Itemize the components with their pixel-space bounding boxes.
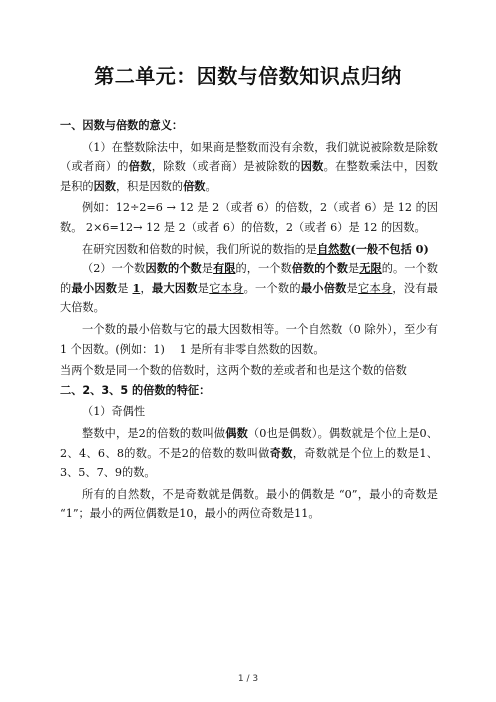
text-run: ，	[140, 281, 152, 295]
text-run: 。在整数乘法中，因数是积的	[60, 160, 438, 193]
bold-term: 因数的个数	[145, 261, 202, 276]
paragraph-parity-heading: （1）奇偶性	[82, 405, 146, 419]
text-run: 是	[117, 281, 133, 295]
bold-term: 因数	[300, 159, 324, 174]
paragraph-even-odd	[60, 424, 438, 483]
underlined-term: 自然数	[316, 241, 351, 256]
section-heading-2: 二、2、3、5 的倍数的特征：	[60, 383, 211, 397]
text-run: 是	[346, 281, 359, 295]
text-run: ，没有最大倍数。	[60, 281, 438, 315]
text-run: ，除数（或者商）是被除数的	[151, 160, 301, 174]
text-run: 的，一个数	[235, 262, 292, 276]
bold-term: 倍数	[183, 178, 206, 193]
bold-term: 奇数	[269, 445, 293, 460]
text-run: ，积是因数的	[115, 179, 184, 193]
text-run: 整数中，是2的倍数的数叫做	[82, 426, 226, 440]
page-number: 1 / 3	[237, 674, 259, 684]
text-run: 是	[197, 281, 210, 295]
text-run: ，奇数就是个位上的数是1、3、5、7、9的数。	[60, 446, 438, 480]
bold-term: 最小因数	[71, 280, 118, 295]
text-run: （1）在整数除法中，如果商是整数而没有余数，我们就说被除数是除数（或者商）的	[60, 140, 438, 174]
paragraph-min-max: 一个数的最小倍数与它的最大因数相等。一个自然数（0 除外），至少有 1 个因数。(例如：1) 1 是所有非零自然数的因数。	[60, 322, 438, 356]
section-heading-1: 一、因数与倍数的意义：	[60, 119, 184, 132]
paragraph-example: 例如：12÷2=6 → 12 是 2（或者 6）的倍数，2（或者 6）是 12 的因数。 2×6=12→ 12 是 2（或者 6）的倍数，2（或者 6）是 12 的因数。	[60, 201, 438, 234]
page-title: 第二单元：因数与倍数知识点归纳	[94, 64, 402, 88]
bold-term: 倍数	[128, 159, 152, 174]
paragraph-smallest-numbers: 所有的自然数，不是奇数就是偶数。最小的偶数是 “0”，最小的奇数是 “1”；最小的两位偶数是10，最小的两位奇数是11。	[60, 487, 438, 521]
text-run: （2）一个数	[82, 262, 146, 276]
text-run: 是	[201, 262, 213, 276]
text-run: 。一个数的	[243, 281, 301, 295]
document-body	[60, 116, 438, 524]
underlined-term: 1	[132, 280, 141, 295]
text-run: （0也是偶数）。偶数就是个位上是0、2、4、6、8的数。不是2的倍数的数叫做	[60, 426, 438, 460]
text-run: 在研究因数和倍数的时候，我们所说的数指的是	[82, 242, 317, 256]
underlined-term: 它本身	[209, 281, 244, 295]
bold-term: (一般不包括 0)	[350, 241, 429, 256]
paragraph-finite-infinite	[60, 259, 438, 318]
text-run: 的。一个数的	[60, 262, 438, 295]
bold-term: 最大因数	[152, 280, 198, 295]
bold-term: 偶数	[225, 425, 248, 440]
paragraph-definition	[60, 138, 438, 197]
bold-term: 因数	[93, 178, 116, 193]
text-run: 是	[348, 262, 360, 276]
underlined-term: 有限	[212, 261, 236, 276]
underlined-term: 无限	[359, 261, 382, 276]
underlined-term: 它本身	[358, 281, 393, 295]
text-run: 。	[205, 179, 217, 193]
paragraph-sum-difference: 当两个数是同一个数的倍数时，这两个数的差或者和也是这个数的倍数	[60, 364, 407, 378]
bold-term: 倍数的个数	[291, 261, 349, 276]
bold-term: 最小倍数	[300, 280, 347, 295]
paragraph-natural-numbers	[60, 240, 438, 260]
